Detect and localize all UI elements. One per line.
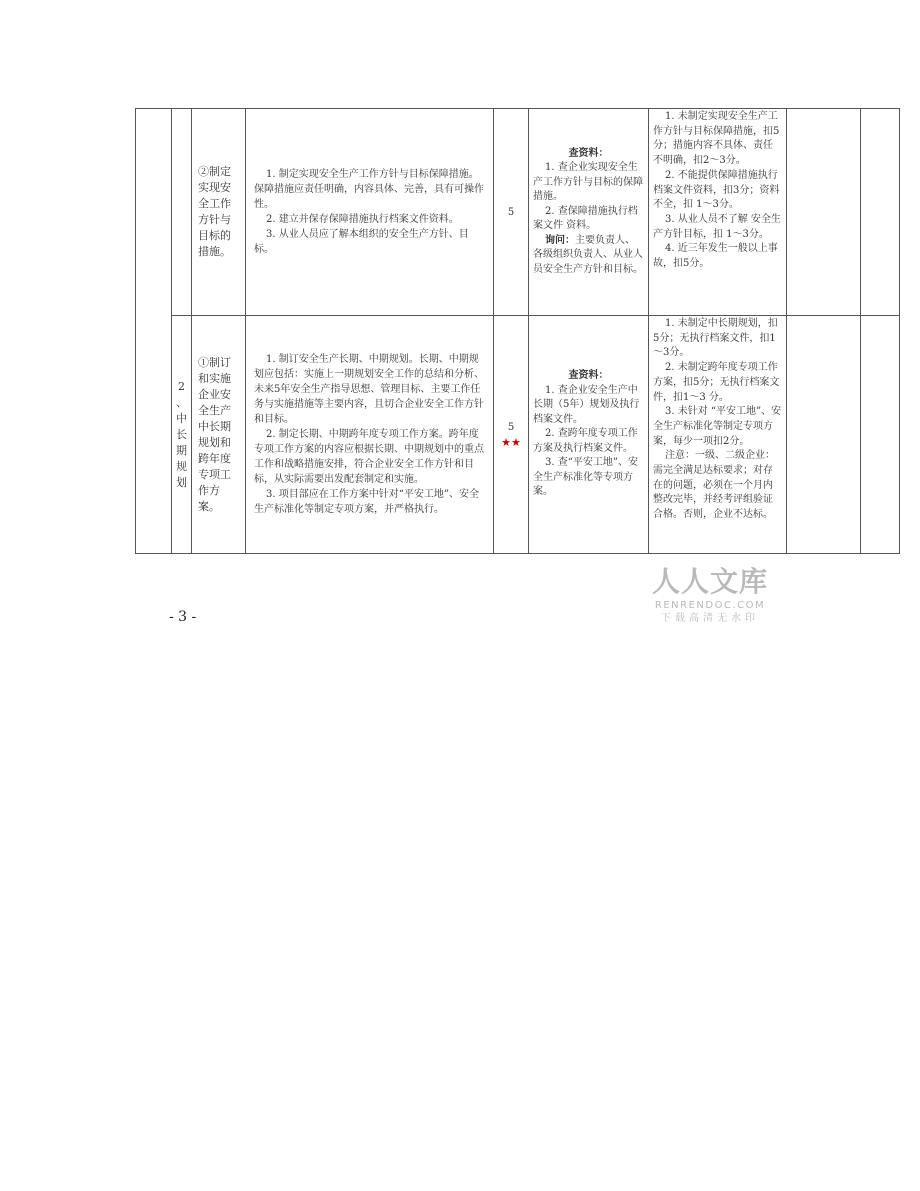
scoring-line: 1. 未制定中长期规划，扣5分；无执行档案文件，扣1～3分。 — [653, 318, 778, 359]
scoring-line: 注意：一级、二级企业：需完全满足达标要求；对存在的问题，必须在一个月内整改完毕，并经考评组验证合格。否则，企业不达标。 — [653, 450, 775, 521]
star-rating: ★★ — [501, 435, 521, 449]
inspection-method — [529, 369, 648, 500]
requirement-line: 1. 制定实现安全生产工作方针与目标保障措施。保障措施应责任明确，内容具体、完善，具有可操作性。 — [254, 169, 484, 210]
points-value: 5 — [507, 206, 515, 218]
item-cell — [192, 109, 246, 316]
category-label — [176, 379, 188, 491]
scoring-line: 1. 未制定实现安全生产工作方针与目标保障措施，扣5分；措施内容不具体、责任不明确，扣2～3分。 — [653, 111, 780, 167]
category-number: 2 — [178, 379, 185, 393]
inspection-heading: 查资料： — [568, 147, 609, 159]
requirements-cell — [246, 316, 494, 554]
scoring-list — [649, 316, 786, 524]
category-cell-empty — [172, 109, 192, 316]
inquiry-text: 主要负责人、各级组织负责人、从业人员安全生产方针和目标。 — [533, 234, 643, 275]
inspection-cell — [529, 316, 649, 554]
inquiry-label: 询问： — [545, 234, 575, 246]
requirements-cell — [246, 109, 494, 316]
points-cell — [494, 109, 529, 316]
watermark-slogan: 下载高清无水印 — [661, 613, 759, 624]
item-cell — [192, 316, 246, 554]
points-cell — [494, 316, 529, 554]
category-cell — [172, 316, 192, 554]
table-row — [136, 316, 900, 554]
watermark-domain: RENRENDOC.COM — [654, 600, 766, 611]
scoring-line: 2. 不能提供保障措施执行档案文件资料，扣3分；资料不全，扣 1～3分。 — [653, 169, 780, 211]
inspection-line: 2. 查跨年度专项工作方案及执行档案文件。 — [533, 428, 638, 454]
blank-cell — [787, 316, 861, 554]
scoring-cell — [649, 316, 787, 554]
inspection-cell — [529, 109, 649, 316]
scoring-line: 2. 未制定跨年度专项工作方案，扣5分；无执行档案文件，扣1～3 分。 — [653, 362, 780, 403]
scoring-line: 3. 未针对 “平安工地”、安全生产标准化等制定专项方案，每少一项扣2分。 — [653, 406, 782, 447]
scoring-line: 4. 近三年发生一般以上事故，扣5分。 — [653, 243, 778, 270]
inspection-heading: 查资料： — [568, 370, 609, 382]
inspection-line: 2. 查保障措施执行档案文件 资料。 — [533, 205, 638, 232]
requirement-line: 1. 制订安全生产长期、中期规划。长期、中期规划应包括：实施上一期规划安全工作的总结和分析、未来5年安全生产指导思想、管理目标、主要工作任务与实施措施等主要内容，且切合企业安全工作方针和目标。 — [254, 354, 484, 425]
blank-cell — [861, 109, 900, 316]
inspection-method — [529, 147, 648, 278]
scoring-cell — [649, 109, 787, 316]
inspection-line: 1. 查企业安全生产中长期（5年）规划及执行档案文件。 — [533, 384, 640, 425]
requirements-list — [246, 352, 493, 517]
watermark — [648, 565, 772, 626]
category-name: 中长期规划 — [176, 411, 187, 489]
page-number: - 3 - — [169, 609, 197, 625]
requirement-line: 2. 建立并保存保障措施执行档案文件资料。 — [266, 214, 459, 225]
requirement-line: 3. 从业人员应了解本组织的安全生产方针、目标。 — [254, 229, 469, 255]
requirement-line: 3. 项目部应在工作方案中针对“平安工地”、安全生产标准化等制定专项方案，并严格执行。 — [254, 489, 479, 515]
category-separator: 、 — [176, 395, 187, 409]
requirement-line: 2. 制定长期、中期跨年度专项工作方案。跨年度专项工作方案的内容应根据长期、中期规划中的重点工作和战略措施安排，符合企业安全工作方针和目标，从实际需要出发配套制定和实施。 — [254, 429, 484, 485]
inspection-line: 1. 查企业实现安全生产工作方针与目标的保障措施。 — [533, 162, 643, 203]
scoring-line: 3. 从业人员不了解 安全生产方针目标，扣 1～3分。 — [653, 213, 781, 240]
points-value: 5 — [507, 421, 515, 433]
watermark-title: 人人文库 — [651, 565, 768, 598]
blank-cell — [787, 109, 861, 316]
blank-cell — [861, 316, 900, 554]
item-text: ①制订和实施企业安全生产中长期规划和跨年度专项工作方案。 — [198, 355, 231, 513]
blank-left-cell — [136, 109, 172, 554]
inspection-line: 3. 查“平安工地”、安全生产标准化等专项方案。 — [533, 457, 638, 498]
evaluation-table — [135, 108, 900, 554]
scoring-list — [649, 109, 786, 273]
requirements-list — [246, 167, 493, 257]
item-text: ②制定实现安全工作方针与目标的措施。 — [198, 165, 231, 258]
table-row — [136, 109, 900, 316]
